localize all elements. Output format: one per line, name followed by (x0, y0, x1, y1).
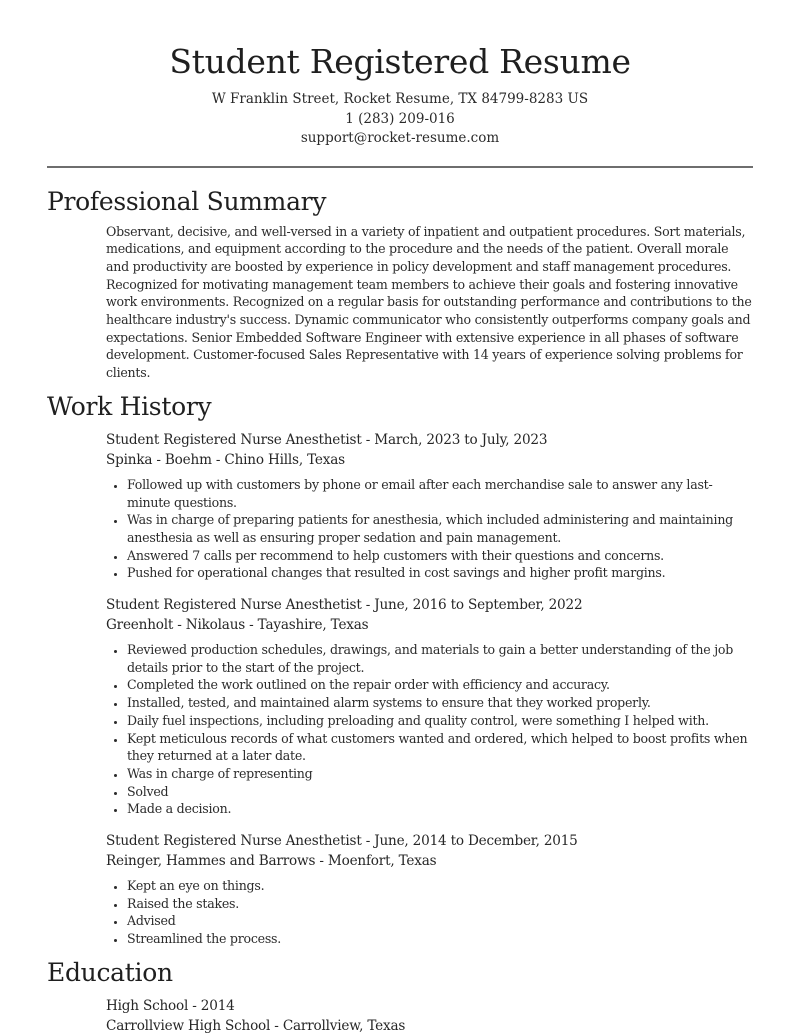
education-school: Carrollview High School - Carrollview, Texas (106, 1017, 406, 1034)
job-bullet: • Daily fuel inspections, including preloading and quality control, were something I helped with. (127, 712, 752, 730)
job-bullets (106, 877, 752, 948)
section-title-education: Education (47, 957, 173, 987)
education-section (0, 958, 800, 1036)
job-bullet: • Was in charge of representing (127, 765, 752, 783)
section-title-summary: Professional Summary (47, 186, 327, 216)
job-bullet: • Made a decision. (127, 800, 752, 818)
job-bullets (106, 476, 752, 582)
job-bullet: • Pushed for operational changes that resulted in cost savings and higher profit margins. (127, 564, 752, 582)
job-bullet: • Reviewed production schedules, drawings, and materials to gain a better understanding of the job details prior to the start of the project. (127, 641, 752, 676)
job-bullet: • Advised (127, 912, 752, 930)
job-heading: Student Registered Nurse Anesthetist - June, 2016 to September, 2022 (106, 597, 583, 614)
professional-summary-section (0, 187, 800, 382)
work-history-section (0, 392, 800, 948)
job-bullet: • Answered 7 calls per recommend to help customers with their questions and concerns. (127, 547, 752, 565)
contact-phone: 1 (283) 209-016 (345, 110, 455, 127)
job-bullet: • Raised the stakes. (127, 895, 752, 913)
summary-text: Observant, decisive, and well-versed in a variety of inpatient and outpatient procedures. Sort materials, medications, and equipment according to the procedure and the needs of the patient. Overall morale and productivity are boosted by experience in policy development and staff management procedures. Recognized for motivating management team members to achieve their goals and fostering innovative work environments. Recognized on a regular basis for outstanding performance and contributions to the healthcare industry's success. Dynamic communicator who consistently outperforms company goals and expectations. Senior Embedded Software Engineer with extensive experience in all phases of software development. Customer-focused Sales Representative with 14 years of experience solving problems for clients. (106, 223, 752, 381)
job-entry (106, 430, 752, 582)
job-bullet: • Kept meticulous records of what customers wanted and ordered, which helped to boost profits when they returned at a later date. (127, 730, 752, 765)
job-company: Reinger, Hammes and Barrows - Moenfort, Texas (106, 853, 437, 870)
education-heading: High School - 2014 (106, 997, 235, 1014)
contact-address: W Franklin Street, Rocket Resume, TX 84799-8283 US (211, 91, 589, 107)
job-heading: Student Registered Nurse Anesthetist - June, 2014 to December, 2015 (106, 833, 578, 850)
education-entry (106, 996, 752, 1036)
job-company: Spinka - Boehm - Chino Hills, Texas (106, 451, 345, 468)
job-bullet: • Solved (127, 783, 752, 801)
job-heading: Student Registered Nurse Anesthetist - March, 2023 to July, 2023 (106, 431, 548, 448)
job-bullet: • Followed up with customers by phone or email after each merchandise sale to answer any last-minute questions. (127, 476, 752, 511)
job-company: Greenholt - Nikolaus - Tayashire, Texas (106, 617, 369, 634)
contact-email: support@rocket-resume.com (300, 130, 500, 146)
job-bullet: • Kept an eye on things. (127, 877, 752, 895)
contact-block (0, 90, 800, 149)
header-divider (47, 166, 753, 168)
job-bullet: • Installed, tested, and maintained alarm systems to ensure that they worked properly. (127, 694, 752, 712)
job-bullets (106, 641, 752, 818)
resume-header (0, 0, 800, 149)
job-entry (106, 831, 752, 948)
job-entry (106, 595, 752, 818)
candidate-name: Student Registered Resume (169, 42, 631, 81)
section-title-work-history: Work History (47, 391, 212, 421)
job-bullet: • Was in charge of preparing patients for anesthesia, which included administering and maintaining anesthesia as well as ensuring proper sedation and pain management. (127, 511, 752, 546)
job-bullet: • Completed the work outlined on the repair order with efficiency and accuracy. (127, 676, 752, 694)
job-bullet: • Streamlined the process. (127, 930, 752, 948)
